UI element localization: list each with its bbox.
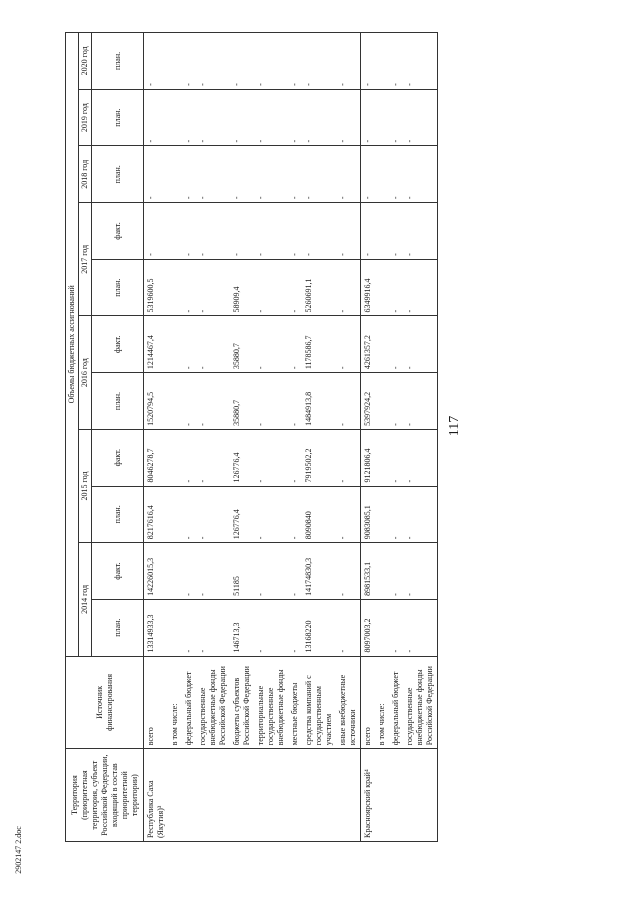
value-cell: - [182,429,196,486]
value-cell: - [336,486,361,543]
value-cell [168,146,182,203]
value-cell [168,203,182,260]
header-year: 2015 год [79,429,92,542]
header-year: 2014 год [79,543,92,656]
value-cell: - [403,259,438,316]
value-cell [375,259,389,316]
value-cell: - [389,259,403,316]
value-cell: - [196,486,230,543]
territory-cell [389,749,403,842]
value-cell [168,599,182,656]
value-cell: - [288,486,302,543]
header-year: 2019 год [79,89,92,146]
header-plan: план. [92,33,144,90]
value-cell: - [389,33,403,90]
header-year: 2017 год [79,203,92,316]
value-cell [168,316,182,373]
value-cell: - [196,316,230,373]
header-plan: план. [92,259,144,316]
budget-table [65,32,438,842]
value-cell: - [288,203,302,260]
value-cell: - [302,146,336,203]
value-cell: - [336,543,361,600]
value-cell: - [196,259,230,316]
territory-cell: Республика Саха (Якутия)³ [144,749,169,842]
territory-cell: Красноярский край⁴ [361,749,376,842]
value-cell: - [389,89,403,146]
value-cell: - [254,429,288,486]
value-cell: - [144,89,169,146]
value-cell: - [230,203,254,260]
value-cell: 5397924,2 [361,373,376,430]
value-cell: 1214467,4 [144,316,169,373]
header-year: 2018 год [79,146,92,203]
header-fact: факт. [92,203,144,260]
value-cell: 35880,7 [230,373,254,430]
territory-cell [288,749,302,842]
header-plan: план. [92,599,144,656]
table-row [288,33,302,842]
value-cell: - [182,486,196,543]
value-cell: - [230,89,254,146]
table-row [196,33,230,842]
source-cell: государственные внебюджетные фонды Российской Федерации [196,656,230,749]
value-cell: - [336,316,361,373]
territory-cell [196,749,230,842]
value-cell: - [196,33,230,90]
source-cell: бюджеты субъектов Российской Федерации [230,656,254,749]
table-row [230,33,254,842]
value-cell: 9083085,1 [361,486,376,543]
value-cell: - [403,543,438,600]
budget-table-page [65,32,605,842]
value-cell: - [403,89,438,146]
header-fact: факт. [92,316,144,373]
table-row [302,33,336,842]
value-cell: - [254,146,288,203]
value-cell: - [230,146,254,203]
value-cell: - [389,373,403,430]
value-cell [168,543,182,600]
value-cell [375,146,389,203]
table-row [375,33,389,842]
header-plan: план. [92,373,144,430]
source-cell: местные бюджеты [288,656,302,749]
value-cell: - [336,146,361,203]
value-cell: - [182,543,196,600]
header-territory: Территория (приоритетная территория, субъект Российской Федерации, входящий в состав приоритетной территории) [66,749,144,842]
value-cell: - [336,429,361,486]
value-cell: - [336,33,361,90]
header-plan: план. [92,89,144,146]
value-cell: - [403,373,438,430]
value-cell [375,33,389,90]
value-cell: 1484913,8 [302,373,336,430]
value-cell: - [182,373,196,430]
value-cell: 14226015,3 [144,543,169,600]
value-cell: - [288,89,302,146]
value-cell: - [196,599,230,656]
table-row [403,33,438,842]
value-cell [375,599,389,656]
territory-cell [182,749,196,842]
value-cell: - [182,316,196,373]
value-cell: 8217616,4 [144,486,169,543]
header-fact: факт. [92,543,144,600]
value-cell: - [196,543,230,600]
source-cell: всего [144,656,169,749]
source-cell: территориальные государственные внебюджетные фонды [254,656,288,749]
value-cell: 1520794,5 [144,373,169,430]
value-cell: - [254,373,288,430]
value-cell: - [288,33,302,90]
value-cell: - [254,599,288,656]
value-cell [375,89,389,146]
value-cell: - [302,33,336,90]
value-cell: - [288,429,302,486]
value-cell: 58909,4 [230,259,254,316]
table-row [144,33,169,842]
territory-cell [403,749,438,842]
value-cell: - [361,146,376,203]
value-cell: - [361,89,376,146]
value-cell: 126776,4 [230,486,254,543]
value-cell [375,373,389,430]
value-cell: - [254,316,288,373]
value-cell: 5319600,5 [144,259,169,316]
value-cell: 5260691,1 [302,259,336,316]
value-cell: 8981533,1 [361,543,376,600]
value-cell: - [230,33,254,90]
value-cell: - [403,316,438,373]
value-cell: - [144,146,169,203]
value-cell: 6349916,4 [361,259,376,316]
value-cell: - [403,599,438,656]
source-cell: всего [361,656,376,749]
value-cell: - [182,146,196,203]
value-cell: - [288,599,302,656]
value-cell: - [196,373,230,430]
source-cell: государственные внебюджетные фонды Российской Федерации [403,656,438,749]
value-cell: 8097003,2 [361,599,376,656]
value-cell: 8046278,7 [144,429,169,486]
value-cell: 4261357,2 [361,316,376,373]
value-cell: - [389,543,403,600]
value-cell: - [254,203,288,260]
source-cell: в том числе: [168,656,182,749]
value-cell [168,429,182,486]
territory-cell [302,749,336,842]
value-cell: 13168220 [302,599,336,656]
page-number: 117 [447,415,462,437]
value-cell: - [336,203,361,260]
table-row [168,33,182,842]
header-fact: факт. [92,429,144,486]
territory-cell [168,749,182,842]
table-row [361,33,376,842]
header-volumes: Объемы бюджетных ассигнований [66,33,79,657]
value-cell: - [182,203,196,260]
value-cell: - [403,203,438,260]
territory-cell [254,749,288,842]
value-cell: - [254,33,288,90]
value-cell [375,203,389,260]
source-cell: средства компаний с государственным участием [302,656,336,749]
table-row [336,33,361,842]
value-cell: - [403,429,438,486]
header-source: Источник финансирования [66,656,144,749]
value-cell: - [288,373,302,430]
value-cell: - [336,259,361,316]
value-cell: - [389,203,403,260]
header-plan: план. [92,486,144,543]
value-cell: - [403,146,438,203]
value-cell [375,429,389,486]
value-cell: - [182,259,196,316]
value-cell: - [196,429,230,486]
value-cell: - [288,146,302,203]
source-cell: федеральный бюджет [389,656,403,749]
value-cell: 51185 [230,543,254,600]
table-row [389,33,403,842]
territory-cell [336,749,361,842]
value-cell [375,486,389,543]
value-cell: - [254,259,288,316]
value-cell: - [389,316,403,373]
value-cell: - [288,259,302,316]
header-year: 2020 год [79,33,92,90]
value-cell [168,33,182,90]
value-cell: 9121806,4 [361,429,376,486]
source-cell: федеральный бюджет [182,656,196,749]
value-cell: 1178586,7 [302,316,336,373]
document-code: 2902147 2.doc [14,826,23,874]
value-cell [168,486,182,543]
header-year: 2016 год [79,316,92,429]
value-cell: - [196,89,230,146]
value-cell: - [182,599,196,656]
value-cell: - [361,203,376,260]
value-cell: - [389,429,403,486]
value-cell: - [144,33,169,90]
value-cell: - [182,33,196,90]
source-cell: в том числе: [375,656,389,749]
territory-cell [375,749,389,842]
value-cell: - [288,543,302,600]
value-cell: 146713,3 [230,599,254,656]
value-cell: - [389,599,403,656]
value-cell: - [336,373,361,430]
table-body [144,33,438,842]
value-cell [168,259,182,316]
source-cell: иные внебюджетные источники [336,656,361,749]
value-cell: 7919502,2 [302,429,336,486]
value-cell [375,543,389,600]
value-cell: - [254,89,288,146]
value-cell [168,373,182,430]
value-cell: - [182,89,196,146]
value-cell: - [389,486,403,543]
value-cell: - [361,33,376,90]
value-cell: - [254,543,288,600]
value-cell: - [403,33,438,90]
territory-cell [230,749,254,842]
value-cell: 14174830,3 [302,543,336,600]
value-cell: 8090840 [302,486,336,543]
value-cell: - [336,599,361,656]
value-cell: 35880,7 [230,316,254,373]
value-cell: - [302,203,336,260]
value-cell: - [302,89,336,146]
value-cell [168,89,182,146]
header-plan: план. [92,146,144,203]
table-row [254,33,288,842]
value-cell [375,316,389,373]
value-cell: 13314933,3 [144,599,169,656]
value-cell: - [254,486,288,543]
value-cell: 126776,4 [230,429,254,486]
value-cell: - [196,203,230,260]
table-row [182,33,196,842]
value-cell: - [403,486,438,543]
value-cell: - [288,316,302,373]
value-cell: - [196,146,230,203]
value-cell: - [336,89,361,146]
value-cell: - [389,146,403,203]
value-cell: - [144,203,169,260]
